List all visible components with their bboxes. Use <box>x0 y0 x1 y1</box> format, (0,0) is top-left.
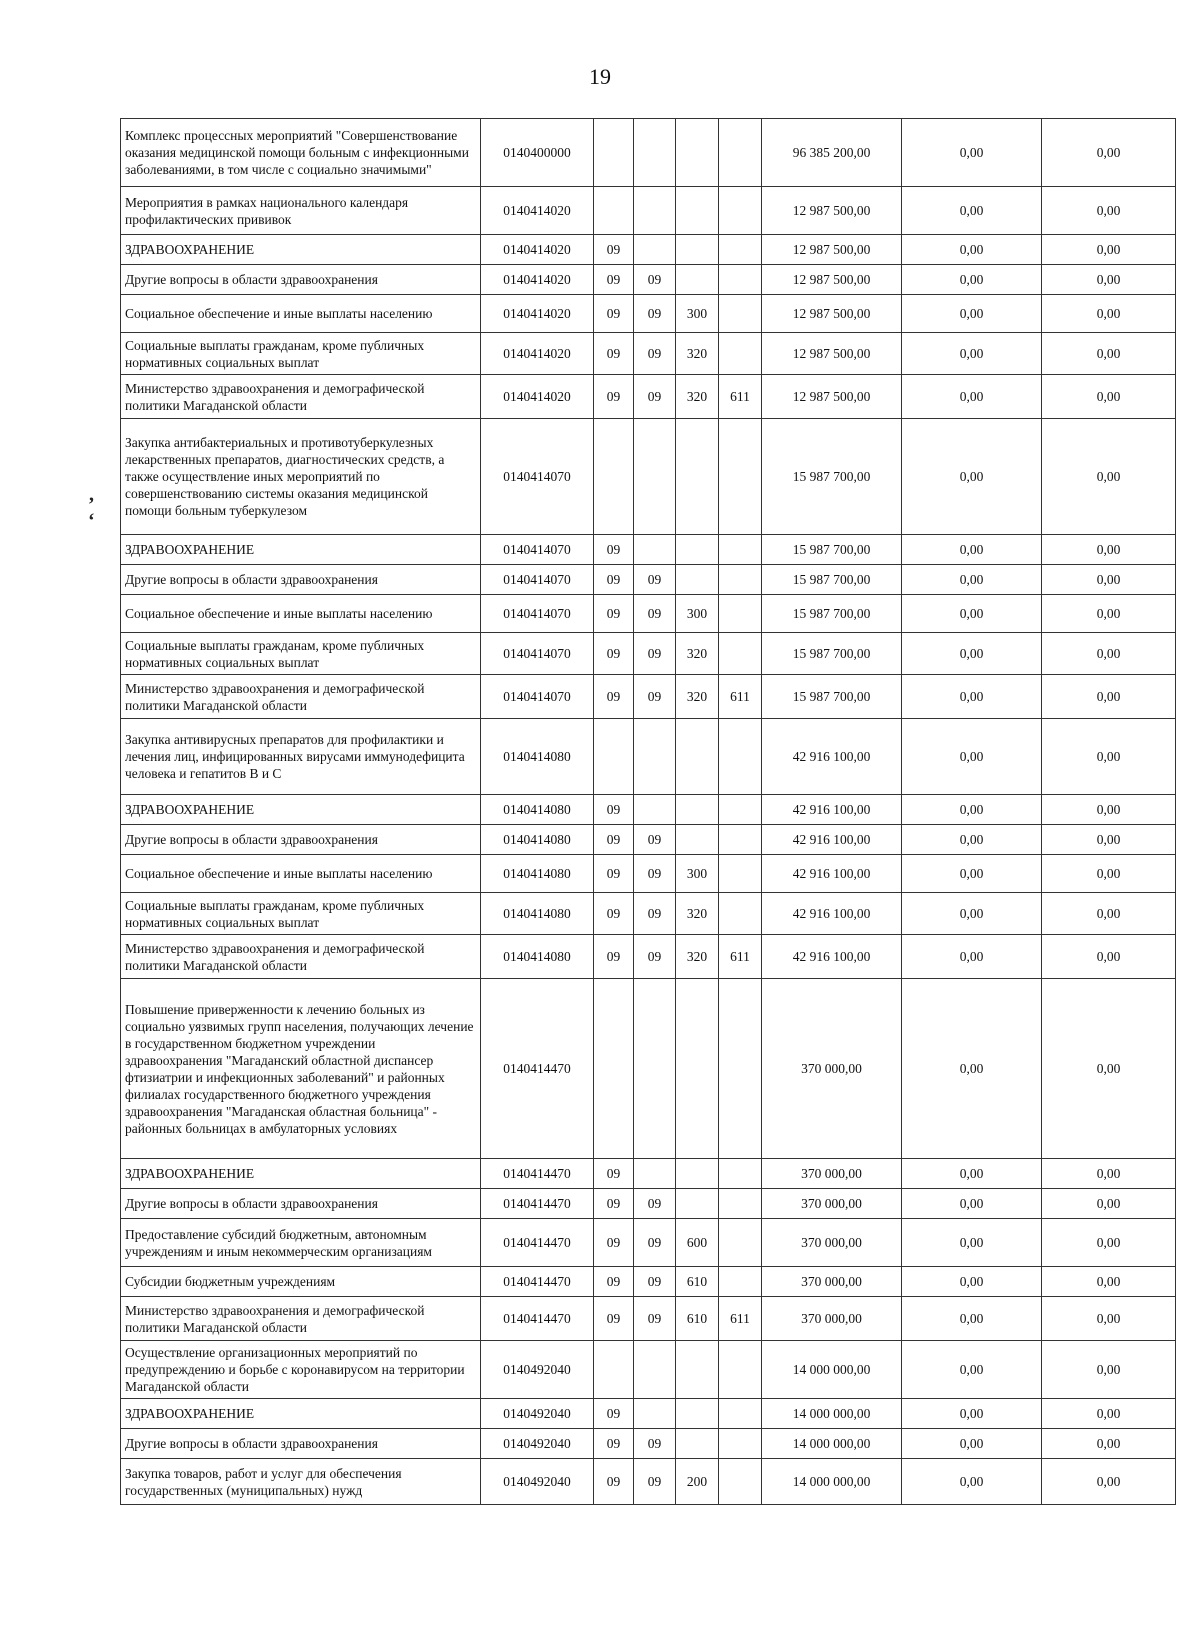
section-code: 09 <box>594 565 634 595</box>
amount-year-3: 0,00 <box>1042 1297 1176 1341</box>
target-code: 0140414020 <box>481 333 594 375</box>
table-row <box>121 935 1176 979</box>
expense-type-code: 320 <box>676 375 719 419</box>
expense-type-code <box>676 1429 719 1459</box>
row-name: Другие вопросы в области здравоохранения <box>121 1429 481 1459</box>
table-row <box>121 1267 1176 1297</box>
row-name: Закупка антибактериальных и противотуберкулезных лекарственных препаратов, диагностических средств, а также осуществление иных мероприятий по совершенствованию системы оказания медицинской помощи больным туберкулезом <box>121 419 481 535</box>
amount-year-1: 12 987 500,00 <box>762 235 902 265</box>
target-code: 0140492040 <box>481 1459 594 1505</box>
section-code <box>594 979 634 1159</box>
ministry-code <box>719 979 762 1159</box>
row-name: Повышение приверженности к лечению больных из социально уязвимых групп населения, получающих лечение в государственном бюджетном учреждении здравоохранения "Магаданский областной диспансер фтизиатрии и инфекционных заболеваний" и районных филиалах государственного бюджетного учреждения здравоохранения "Магаданская областная больница" - районных больницах в амбулаторных условиях <box>121 979 481 1159</box>
amount-year-2: 0,00 <box>902 1297 1042 1341</box>
table-row <box>121 1429 1176 1459</box>
subsection-code: 09 <box>634 855 676 893</box>
amount-year-3: 0,00 <box>1042 375 1176 419</box>
amount-year-1: 12 987 500,00 <box>762 265 902 295</box>
amount-year-3: 0,00 <box>1042 675 1176 719</box>
table-row <box>121 1189 1176 1219</box>
ministry-code: 611 <box>719 1297 762 1341</box>
budget-table <box>120 118 1176 1505</box>
ministry-code <box>719 235 762 265</box>
amount-year-3: 0,00 <box>1042 1459 1176 1505</box>
amount-year-2: 0,00 <box>902 1189 1042 1219</box>
row-name: ЗДРАВООХРАНЕНИЕ <box>121 535 481 565</box>
expense-type-code: 300 <box>676 595 719 633</box>
row-name: Другие вопросы в области здравоохранения <box>121 265 481 295</box>
ministry-code <box>719 825 762 855</box>
section-code: 09 <box>594 1459 634 1505</box>
section-code: 09 <box>594 893 634 935</box>
amount-year-3: 0,00 <box>1042 419 1176 535</box>
amount-year-3: 0,00 <box>1042 1219 1176 1267</box>
section-code <box>594 1341 634 1399</box>
expense-type-code <box>676 1341 719 1399</box>
amount-year-1: 15 987 700,00 <box>762 565 902 595</box>
expense-type-code <box>676 419 719 535</box>
subsection-code: 09 <box>634 1429 676 1459</box>
subsection-code: 09 <box>634 333 676 375</box>
amount-year-2: 0,00 <box>902 855 1042 893</box>
row-name: Закупка товаров, работ и услуг для обеспечения государственных (муниципальных) нужд <box>121 1459 481 1505</box>
subsection-code: 09 <box>634 893 676 935</box>
row-name: Социальные выплаты гражданам, кроме публичных нормативных социальных выплат <box>121 893 481 935</box>
target-code: 0140414080 <box>481 935 594 979</box>
amount-year-2: 0,00 <box>902 675 1042 719</box>
amount-year-2: 0,00 <box>902 565 1042 595</box>
row-name: Закупка антивирусных препаратов для профилактики и лечения лиц, инфицированных вирусами иммунодефицита человека и гепатитов В и С <box>121 719 481 795</box>
expense-type-code <box>676 187 719 235</box>
amount-year-1: 42 916 100,00 <box>762 795 902 825</box>
subsection-code <box>634 1159 676 1189</box>
section-code: 09 <box>594 265 634 295</box>
row-name: Мероприятия в рамках национального календаря профилактических прививок <box>121 187 481 235</box>
target-code: 0140414470 <box>481 1297 594 1341</box>
expense-type-code: 320 <box>676 633 719 675</box>
amount-year-3: 0,00 <box>1042 633 1176 675</box>
row-name: Министерство здравоохранения и демографической политики Магаданской области <box>121 1297 481 1341</box>
amount-year-1: 42 916 100,00 <box>762 825 902 855</box>
section-code: 09 <box>594 633 634 675</box>
ministry-code <box>719 535 762 565</box>
ministry-code <box>719 719 762 795</box>
target-code: 0140414020 <box>481 375 594 419</box>
amount-year-1: 12 987 500,00 <box>762 333 902 375</box>
expense-type-code <box>676 1399 719 1429</box>
expense-type-code: 200 <box>676 1459 719 1505</box>
table-row <box>121 1159 1176 1189</box>
amount-year-2: 0,00 <box>902 295 1042 333</box>
amount-year-1: 370 000,00 <box>762 1267 902 1297</box>
table-row <box>121 1459 1176 1505</box>
target-code: 0140414070 <box>481 565 594 595</box>
subsection-code <box>634 795 676 825</box>
amount-year-2: 0,00 <box>902 1219 1042 1267</box>
row-name: Осуществление организационных мероприятий по предупреждению и борьбе с коронавирусом на территории Магаданской области <box>121 1341 481 1399</box>
row-name: Другие вопросы в области здравоохранения <box>121 565 481 595</box>
target-code: 0140414470 <box>481 1159 594 1189</box>
amount-year-2: 0,00 <box>902 1267 1042 1297</box>
amount-year-3: 0,00 <box>1042 295 1176 333</box>
margin-handwritten-mark: ʼ ʻ <box>88 494 95 532</box>
subsection-code: 09 <box>634 825 676 855</box>
amount-year-3: 0,00 <box>1042 825 1176 855</box>
table-row <box>121 333 1176 375</box>
expense-type-code <box>676 265 719 295</box>
expense-type-code <box>676 719 719 795</box>
amount-year-2: 0,00 <box>902 333 1042 375</box>
target-code: 0140492040 <box>481 1429 594 1459</box>
ministry-code <box>719 595 762 633</box>
target-code: 0140414080 <box>481 855 594 893</box>
amount-year-1: 14 000 000,00 <box>762 1429 902 1459</box>
row-name: Министерство здравоохранения и демографической политики Магаданской области <box>121 675 481 719</box>
subsection-code: 09 <box>634 675 676 719</box>
table-row <box>121 1399 1176 1429</box>
section-code: 09 <box>594 295 634 333</box>
ministry-code <box>719 855 762 893</box>
ministry-code <box>719 265 762 295</box>
subsection-code: 09 <box>634 935 676 979</box>
row-name: ЗДРАВООХРАНЕНИЕ <box>121 1159 481 1189</box>
ministry-code <box>719 565 762 595</box>
subsection-code <box>634 419 676 535</box>
target-code: 0140414020 <box>481 187 594 235</box>
amount-year-2: 0,00 <box>902 535 1042 565</box>
amount-year-3: 0,00 <box>1042 1267 1176 1297</box>
target-code: 0140414070 <box>481 595 594 633</box>
section-code: 09 <box>594 375 634 419</box>
ministry-code <box>719 795 762 825</box>
section-code: 09 <box>594 235 634 265</box>
amount-year-2: 0,00 <box>902 1159 1042 1189</box>
ministry-code <box>719 419 762 535</box>
ministry-code <box>719 295 762 333</box>
amount-year-3: 0,00 <box>1042 979 1176 1159</box>
amount-year-1: 14 000 000,00 <box>762 1341 902 1399</box>
amount-year-1: 15 987 700,00 <box>762 633 902 675</box>
ministry-code <box>719 1189 762 1219</box>
row-name: Социальные выплаты гражданам, кроме публичных нормативных социальных выплат <box>121 333 481 375</box>
subsection-code <box>634 1399 676 1429</box>
amount-year-2: 0,00 <box>902 119 1042 187</box>
expense-type-code: 320 <box>676 333 719 375</box>
table-row <box>121 235 1176 265</box>
amount-year-3: 0,00 <box>1042 1189 1176 1219</box>
subsection-code: 09 <box>634 375 676 419</box>
subsection-code <box>634 535 676 565</box>
subsection-code: 09 <box>634 1219 676 1267</box>
amount-year-2: 0,00 <box>902 893 1042 935</box>
amount-year-3: 0,00 <box>1042 119 1176 187</box>
section-code: 09 <box>594 675 634 719</box>
table-row <box>121 119 1176 187</box>
target-code: 0140414080 <box>481 795 594 825</box>
amount-year-2: 0,00 <box>902 1341 1042 1399</box>
table-row <box>121 375 1176 419</box>
amount-year-3: 0,00 <box>1042 565 1176 595</box>
amount-year-2: 0,00 <box>902 1399 1042 1429</box>
table-row <box>121 795 1176 825</box>
expense-type-code <box>676 119 719 187</box>
amount-year-1: 12 987 500,00 <box>762 187 902 235</box>
section-code: 09 <box>594 935 634 979</box>
table-row <box>121 595 1176 633</box>
section-code: 09 <box>594 535 634 565</box>
target-code: 0140414020 <box>481 235 594 265</box>
target-code: 0140492040 <box>481 1341 594 1399</box>
amount-year-3: 0,00 <box>1042 1429 1176 1459</box>
ministry-code: 611 <box>719 375 762 419</box>
expense-type-code: 320 <box>676 893 719 935</box>
page-number: 19 <box>589 64 611 89</box>
section-code <box>594 419 634 535</box>
section-code <box>594 187 634 235</box>
expense-type-code <box>676 795 719 825</box>
ministry-code <box>719 633 762 675</box>
expense-type-code: 610 <box>676 1267 719 1297</box>
ministry-code <box>719 1159 762 1189</box>
amount-year-2: 0,00 <box>902 595 1042 633</box>
row-name: ЗДРАВООХРАНЕНИЕ <box>121 795 481 825</box>
expense-type-code <box>676 1189 719 1219</box>
amount-year-3: 0,00 <box>1042 795 1176 825</box>
amount-year-1: 370 000,00 <box>762 1159 902 1189</box>
subsection-code <box>634 235 676 265</box>
amount-year-2: 0,00 <box>902 795 1042 825</box>
subsection-code <box>634 979 676 1159</box>
subsection-code: 09 <box>634 565 676 595</box>
amount-year-2: 0,00 <box>902 1459 1042 1505</box>
amount-year-1: 12 987 500,00 <box>762 295 902 333</box>
section-code: 09 <box>594 1219 634 1267</box>
target-code: 0140414470 <box>481 979 594 1159</box>
target-code: 0140414080 <box>481 825 594 855</box>
amount-year-2: 0,00 <box>902 419 1042 535</box>
table-row <box>121 419 1176 535</box>
amount-year-1: 96 385 200,00 <box>762 119 902 187</box>
amount-year-3: 0,00 <box>1042 535 1176 565</box>
amount-year-3: 0,00 <box>1042 235 1176 265</box>
amount-year-1: 370 000,00 <box>762 1189 902 1219</box>
subsection-code: 09 <box>634 595 676 633</box>
table-row <box>121 855 1176 893</box>
target-code: 0140414470 <box>481 1189 594 1219</box>
row-name: Субсидии бюджетным учреждениям <box>121 1267 481 1297</box>
row-name: Социальные выплаты гражданам, кроме публичных нормативных социальных выплат <box>121 633 481 675</box>
section-code: 09 <box>594 795 634 825</box>
amount-year-2: 0,00 <box>902 979 1042 1159</box>
amount-year-2: 0,00 <box>902 187 1042 235</box>
amount-year-1: 14 000 000,00 <box>762 1459 902 1505</box>
ministry-code <box>719 1341 762 1399</box>
section-code: 09 <box>594 1189 634 1219</box>
row-name: ЗДРАВООХРАНЕНИЕ <box>121 235 481 265</box>
amount-year-2: 0,00 <box>902 935 1042 979</box>
expense-type-code: 610 <box>676 1297 719 1341</box>
section-code: 09 <box>594 1159 634 1189</box>
subsection-code: 09 <box>634 295 676 333</box>
expense-type-code <box>676 825 719 855</box>
amount-year-1: 42 916 100,00 <box>762 719 902 795</box>
expense-type-code <box>676 535 719 565</box>
target-code: 0140492040 <box>481 1399 594 1429</box>
amount-year-2: 0,00 <box>902 633 1042 675</box>
amount-year-1: 370 000,00 <box>762 1297 902 1341</box>
row-name: Комплекс процессных мероприятий "Совершенствование оказания медицинской помощи больным с инфекционными заболеваниями, в том числе с социально значимыми" <box>121 119 481 187</box>
amount-year-3: 0,00 <box>1042 1159 1176 1189</box>
subsection-code: 09 <box>634 1459 676 1505</box>
subsection-code: 09 <box>634 1189 676 1219</box>
target-code: 0140414020 <box>481 295 594 333</box>
amount-year-1: 42 916 100,00 <box>762 855 902 893</box>
expense-type-code <box>676 565 719 595</box>
amount-year-2: 0,00 <box>902 719 1042 795</box>
row-name: Министерство здравоохранения и демографической политики Магаданской области <box>121 935 481 979</box>
amount-year-2: 0,00 <box>902 375 1042 419</box>
expense-type-code: 300 <box>676 855 719 893</box>
section-code: 09 <box>594 825 634 855</box>
amount-year-1: 14 000 000,00 <box>762 1399 902 1429</box>
amount-year-2: 0,00 <box>902 1429 1042 1459</box>
ministry-code <box>719 1219 762 1267</box>
amount-year-2: 0,00 <box>902 235 1042 265</box>
expense-type-code: 600 <box>676 1219 719 1267</box>
ministry-code: 611 <box>719 675 762 719</box>
amount-year-2: 0,00 <box>902 825 1042 855</box>
table-row <box>121 633 1176 675</box>
table-row <box>121 893 1176 935</box>
expense-type-code <box>676 979 719 1159</box>
table-row <box>121 1297 1176 1341</box>
budget-table-body <box>121 119 1176 1505</box>
row-name: Другие вопросы в области здравоохранения <box>121 825 481 855</box>
amount-year-1: 370 000,00 <box>762 979 902 1159</box>
amount-year-1: 15 987 700,00 <box>762 419 902 535</box>
table-row <box>121 825 1176 855</box>
amount-year-3: 0,00 <box>1042 893 1176 935</box>
table-row <box>121 1219 1176 1267</box>
amount-year-3: 0,00 <box>1042 595 1176 633</box>
amount-year-1: 12 987 500,00 <box>762 375 902 419</box>
ministry-code <box>719 1429 762 1459</box>
subsection-code: 09 <box>634 265 676 295</box>
ministry-code <box>719 333 762 375</box>
ministry-code <box>719 893 762 935</box>
row-name: ЗДРАВООХРАНЕНИЕ <box>121 1399 481 1429</box>
subsection-code: 09 <box>634 1297 676 1341</box>
expense-type-code: 320 <box>676 675 719 719</box>
table-row <box>121 719 1176 795</box>
amount-year-1: 42 916 100,00 <box>762 935 902 979</box>
amount-year-3: 0,00 <box>1042 1341 1176 1399</box>
table-row <box>121 295 1176 333</box>
expense-type-code <box>676 1159 719 1189</box>
subsection-code <box>634 1341 676 1399</box>
table-row <box>121 979 1176 1159</box>
ministry-code <box>719 187 762 235</box>
section-code: 09 <box>594 333 634 375</box>
target-code: 0140414080 <box>481 719 594 795</box>
expense-type-code: 320 <box>676 935 719 979</box>
subsection-code <box>634 187 676 235</box>
table-row <box>121 565 1176 595</box>
table-row <box>121 187 1176 235</box>
amount-year-1: 15 987 700,00 <box>762 535 902 565</box>
subsection-code <box>634 119 676 187</box>
amount-year-3: 0,00 <box>1042 333 1176 375</box>
row-name: Другие вопросы в области здравоохранения <box>121 1189 481 1219</box>
amount-year-3: 0,00 <box>1042 265 1176 295</box>
amount-year-2: 0,00 <box>902 265 1042 295</box>
target-code: 0140414470 <box>481 1219 594 1267</box>
target-code: 0140414470 <box>481 1267 594 1297</box>
ministry-code <box>719 1399 762 1429</box>
row-name: Предоставление субсидий бюджетным, автономным учреждениям и иным некоммерческим организациям <box>121 1219 481 1267</box>
section-code: 09 <box>594 1399 634 1429</box>
section-code: 09 <box>594 1297 634 1341</box>
expense-type-code <box>676 235 719 265</box>
expense-type-code: 300 <box>676 295 719 333</box>
section-code: 09 <box>594 1267 634 1297</box>
table-row <box>121 675 1176 719</box>
row-name: Министерство здравоохранения и демографической политики Магаданской области <box>121 375 481 419</box>
target-code: 0140414070 <box>481 419 594 535</box>
table-row <box>121 265 1176 295</box>
target-code: 0140414070 <box>481 633 594 675</box>
row-name: Социальное обеспечение и иные выплаты населению <box>121 295 481 333</box>
subsection-code <box>634 719 676 795</box>
amount-year-3: 0,00 <box>1042 187 1176 235</box>
amount-year-1: 370 000,00 <box>762 1219 902 1267</box>
ministry-code <box>719 1267 762 1297</box>
section-code: 09 <box>594 1429 634 1459</box>
amount-year-1: 15 987 700,00 <box>762 675 902 719</box>
amount-year-1: 42 916 100,00 <box>762 893 902 935</box>
target-code: 0140414070 <box>481 675 594 719</box>
ministry-code <box>719 1459 762 1505</box>
row-name: Социальное обеспечение и иные выплаты населению <box>121 595 481 633</box>
subsection-code: 09 <box>634 633 676 675</box>
amount-year-3: 0,00 <box>1042 719 1176 795</box>
target-code: 0140414080 <box>481 893 594 935</box>
table-row <box>121 1341 1176 1399</box>
ministry-code: 611 <box>719 935 762 979</box>
amount-year-3: 0,00 <box>1042 1399 1176 1429</box>
amount-year-3: 0,00 <box>1042 935 1176 979</box>
amount-year-1: 15 987 700,00 <box>762 595 902 633</box>
section-code <box>594 119 634 187</box>
subsection-code: 09 <box>634 1267 676 1297</box>
table-row <box>121 535 1176 565</box>
target-code: 0140414020 <box>481 265 594 295</box>
amount-year-3: 0,00 <box>1042 855 1176 893</box>
target-code: 0140414070 <box>481 535 594 565</box>
target-code: 0140400000 <box>481 119 594 187</box>
section-code: 09 <box>594 855 634 893</box>
row-name: Социальное обеспечение и иные выплаты населению <box>121 855 481 893</box>
section-code: 09 <box>594 595 634 633</box>
ministry-code <box>719 119 762 187</box>
section-code <box>594 719 634 795</box>
